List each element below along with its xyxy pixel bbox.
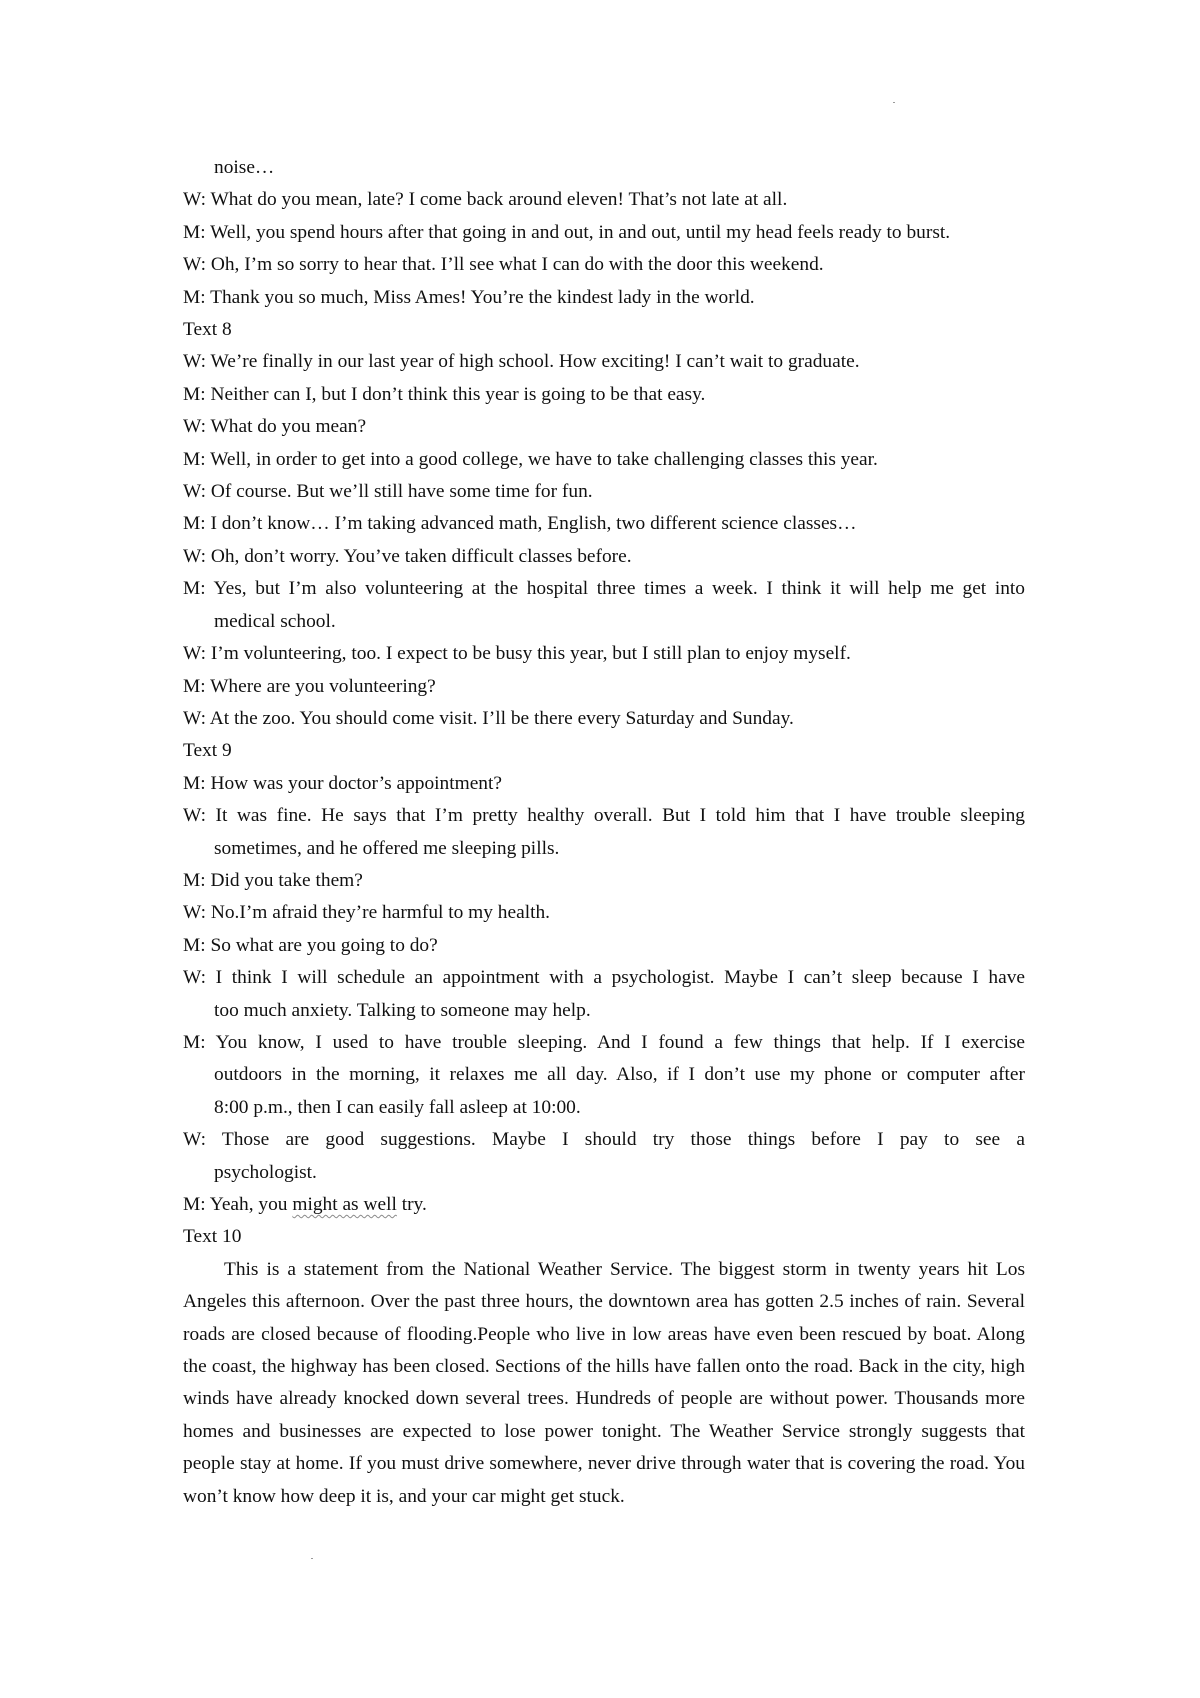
dialogue-line: M: So what are you going to do? <box>183 934 438 956</box>
last-line-before: M: Yeah, you <box>183 1194 293 1215</box>
dialogue-line: W: Those are good suggestions. Maybe I should try those things before I pay to see a <box>183 1129 1025 1151</box>
dialogue-line: medical school. <box>214 610 336 632</box>
last-line-after: try. <box>396 1194 427 1215</box>
dialogue-line: M: Where are you volunteering? <box>183 675 436 697</box>
dialogue-line: outdoors in the morning, it relaxes me all day. Also, if I don’t use my phone or computer after <box>214 1064 1025 1086</box>
dialogue-line: W: I’m volunteering, too. I expect to be busy this year, but I still plan to enjoy myself. <box>183 643 851 665</box>
dialogue-line <box>183 1189 1025 1221</box>
section-heading: Text 8 <box>183 319 232 341</box>
dialogue-line: W: I think I will schedule an appointment with a psychologist. Maybe I can’t sleep because I have <box>183 967 1025 989</box>
dialogue-line: 8:00 p.m., then I can easily fall asleep at 10:00. <box>214 1096 581 1118</box>
dialogue-line: sometimes, and he offered me sleeping pills. <box>214 837 560 859</box>
dialogue-line: W: We’re finally in our last year of high school. How exciting! I can’t wait to graduate. <box>183 351 860 373</box>
dialogue-line: W: What do you mean, late? I come back around eleven! That’s not late at all. <box>183 189 788 211</box>
section-heading: Text 9 <box>183 740 232 762</box>
dialogue-line: M: Neither can I, but I don’t think this year is going to be that easy. <box>183 383 706 405</box>
dialogue-line: W: No.I’m afraid they’re harmful to my health. <box>183 902 551 924</box>
dialogue-line: W: It was fine. He says that I’m pretty healthy overall. But I told him that I have trouble sleeping <box>183 805 1025 827</box>
underlined-phrase: might as well <box>292 1194 397 1215</box>
dialogue-line: W: What do you mean? <box>183 416 367 438</box>
scan-speck <box>893 102 895 103</box>
dialogue-line: M: Thank you so much, Miss Ames! You’re the kindest lady in the world. <box>183 286 755 308</box>
dialogue-lines <box>183 152 1025 1189</box>
dialogue-line: noise… <box>214 157 275 178</box>
dialogue-line: too much anxiety. Talking to someone may help. <box>214 999 591 1021</box>
dialogue-line: M: Well, in order to get into a good college, we have to take challenging classes this year. <box>183 448 878 470</box>
dialogue-line: M: How was your doctor’s appointment? <box>183 772 502 794</box>
text10-paragraph: This is a statement from the National Weather Service. The biggest storm in twenty years hit Los Angeles this afternoon. Over the past three hours, the downtown area has gotten 2.5 inches of rain. Several roads are closed because of flooding.People who live in low areas have even been rescued by boat. Along the coast, the highway has been closed. Sections of the hills have fallen onto the road. Back in the city, high winds have already knocked down several trees. Hundreds of people are without power. Thousands more homes and businesses are expected to lose power tonight. The Weather Service strongly suggests that people stay at home. If you must drive somewhere, never drive through water that is covering the road. You won’t know how deep it is, and your car might get stuck. <box>183 1258 1025 1507</box>
dialogue-line: M: I don’t know… I’m taking advanced math, English, two different science classes… <box>183 513 857 535</box>
dialogue-line: M: Did you take them? <box>183 869 363 891</box>
dialogue-line: W: Oh, don’t worry. You’ve taken difficult classes before. <box>183 545 632 567</box>
section-heading: Text 10 <box>183 1226 242 1248</box>
dialogue-line: W: Oh, I’m so sorry to hear that. I’ll see what I can do with the door this weekend. <box>183 254 824 276</box>
dialogue-line: M: Well, you spend hours after that going in and out, in and out, until my head feels ready to burst. <box>183 221 951 243</box>
dialogue-line: M: Yes, but I’m also volunteering at the hospital three times a week. I think it will help me get into <box>183 578 1025 600</box>
dialogue-line: W: Of course. But we’ll still have some time for fun. <box>183 481 593 503</box>
transcript-page <box>183 152 1025 1513</box>
dialogue-line: psychologist. <box>214 1161 317 1183</box>
dialogue-line: W: At the zoo. You should come visit. I’ll be there every Saturday and Sunday. <box>183 707 794 729</box>
scan-speck <box>311 1558 313 1559</box>
dialogue-line: M: You know, I used to have trouble sleeping. And I found a few things that help. If I exercise <box>183 1031 1025 1053</box>
